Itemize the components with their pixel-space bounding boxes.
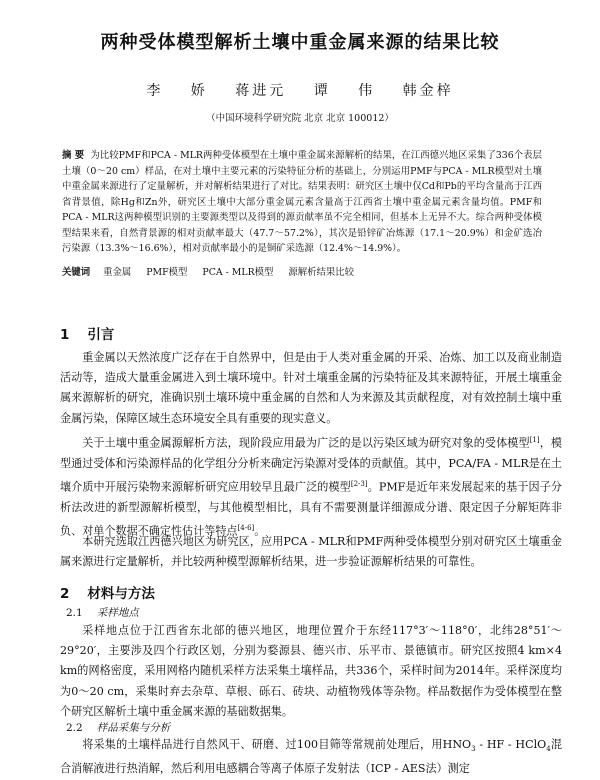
abstract bbox=[62, 148, 542, 257]
subsection-heading-2-1 bbox=[66, 605, 139, 620]
citation: [2-3] bbox=[350, 480, 368, 489]
section-number: 2 bbox=[60, 586, 70, 602]
section-title: 引言 bbox=[87, 327, 115, 343]
keyword: 源解析结果比较 bbox=[288, 267, 355, 278]
intro-paragraph-3: 本研究选取江西德兴地区为研究区，应用PCA - MLR和PMF两种受体模型分别对研究区土壤重金属来源进行定量解析，并比较两种模型源解析结果，进一步验证源解析结果的可靠性。 bbox=[60, 535, 562, 569]
subsection-title: 样品采集与分析 bbox=[96, 722, 171, 734]
section-number: 1 bbox=[60, 327, 70, 343]
sampling-paragraph: 采样地点位于江西省东北部的德兴地区，地理位置介于东经117°3′～118°0′，北纬28°51′～29°20′，主要涉及四个行政区划，分别为婺源县、德兴市、乐平市、景德镇市。研究区按照4 km×4 km的网格密度，采用网格内随机采样方法采集土壤样品，共336个，采样时间为2014年。采样深度均为0～20 cm，采集时弃去杂草、草根、砾石、砖块、动植物残体等杂物。样品数据作为受体模型在整个研究区解析土壤中重金属来源的基础数据集。 bbox=[60, 624, 562, 718]
section-title: 材料与方法 bbox=[87, 586, 155, 602]
paper-title: 两种受体模型解析土壤中重金属来源的结果比较 bbox=[100, 32, 500, 53]
intro-p2-text-d: 。 bbox=[254, 524, 266, 538]
section-heading-methods bbox=[60, 582, 155, 602]
analysis-text-a: 将采集的土壤样品进行自然风干、研磨、过100目筛等常规前处理后，用HNO bbox=[82, 738, 472, 751]
intro-p2-text-a: 关于土壤中重金属源解析方法，现阶段应用最为广泛的是以污染区域为研究对象的受体模型 bbox=[82, 436, 530, 450]
citation: [4-6] bbox=[237, 524, 255, 533]
citation: [1] bbox=[529, 436, 540, 444]
abstract-label: 摘 要 bbox=[62, 150, 85, 161]
abstract-text: 为比较PMF和PCA - MLR两种受体模型在土壤中重金属来源解析的结果，在江西德兴地区采集了336个表层土壤（0～20 cm）样品，在对土壤中主要元素的污染特征分析的基础上，分别运用PMF与PCA - MLR模型对土壤中重金属来源进行了定量解析，并对解析结果进行了对比。结果表明：研究区土壤中仅Cd和Pb的平均含量高于江西省背景值，除Hg和Zn外，研究区土壤中大部分重金属元素含量高于江西省土壤中重金属元素含量均值。PMF和PCA - MLR这两种模型识别的主要源类型以及得到的源贡献率虽不完全相同，但基本上无异不大。综合两种受体模型结果来看，自然背景源的相对贡献率最大（47.7～57.2%），其次是铅锌矿冶炼源（17.1～20.9%）和金矿选冶污染源（13.3%～16.6%），相对贡献率最小的是铜矿采选源（12.4%～14.9%）。 bbox=[62, 150, 542, 254]
analysis-text-b: - HF - HClO bbox=[475, 738, 547, 751]
intro-paragraph-1: 重金属以天然浓度广泛存在于自然界中，但是由于人类对重金属的开采、冶炼、加工以及商业制造活动等，造成大量重金属进入到土壤环境中。针对土壤重金属的污染特征及其来源特征，开展土壤重金属来源解析的研究，准确识别土壤环境中重金属的自然和人为来源及其贡献程度，对有效控制土壤中重金属污染，保障区域生态环境安全具有重要的现实意义。 bbox=[60, 351, 562, 425]
affiliation: （中国环境科学研究院 北京 北京 100012） bbox=[206, 113, 394, 124]
keyword: PCA - MLR模型 bbox=[202, 267, 274, 278]
subscript: 3 bbox=[471, 745, 476, 754]
authors: 李 娇 蒋进元 谭 伟 韩金梓 bbox=[146, 83, 454, 99]
intro-p2-text-b: ，模型通过受体和污染源样品的化学组分分析来确定污染源对受体的贡献值。其中，PCA/FA - MLR是在土壤介质中开展污染物来源解析研究应用较早且最广泛的模型 bbox=[60, 436, 562, 494]
keyword: PMF模型 bbox=[146, 267, 188, 278]
keyword: 重金属 bbox=[103, 267, 132, 278]
keywords bbox=[62, 264, 542, 278]
intro-p2-text-c: 。PMF是近年来发展起来的基于因子分析法改进的新型源解析模型，与其他模型相比，具有不需要测量详细源成分谱、限定因子分解矩阵非负、对单个数据不确定性估计等特点 bbox=[60, 480, 562, 538]
subsection-heading-2-2 bbox=[66, 720, 170, 735]
analysis-text-c: 混合消解液进行热消解，然后利用电感耦合等离子体原子发射法（ICP - AES法）测定 bbox=[60, 738, 563, 776]
analysis-paragraph bbox=[60, 735, 562, 780]
subsection-title: 采样地点 bbox=[96, 607, 139, 619]
subscript: 4 bbox=[546, 745, 551, 754]
subsection-number: 2.1 bbox=[66, 607, 83, 619]
keywords-label: 关键词 bbox=[62, 267, 91, 278]
subsection-number: 2.2 bbox=[66, 722, 83, 734]
intro-paragraph-2 bbox=[60, 430, 562, 542]
section-heading-intro bbox=[60, 323, 114, 343]
